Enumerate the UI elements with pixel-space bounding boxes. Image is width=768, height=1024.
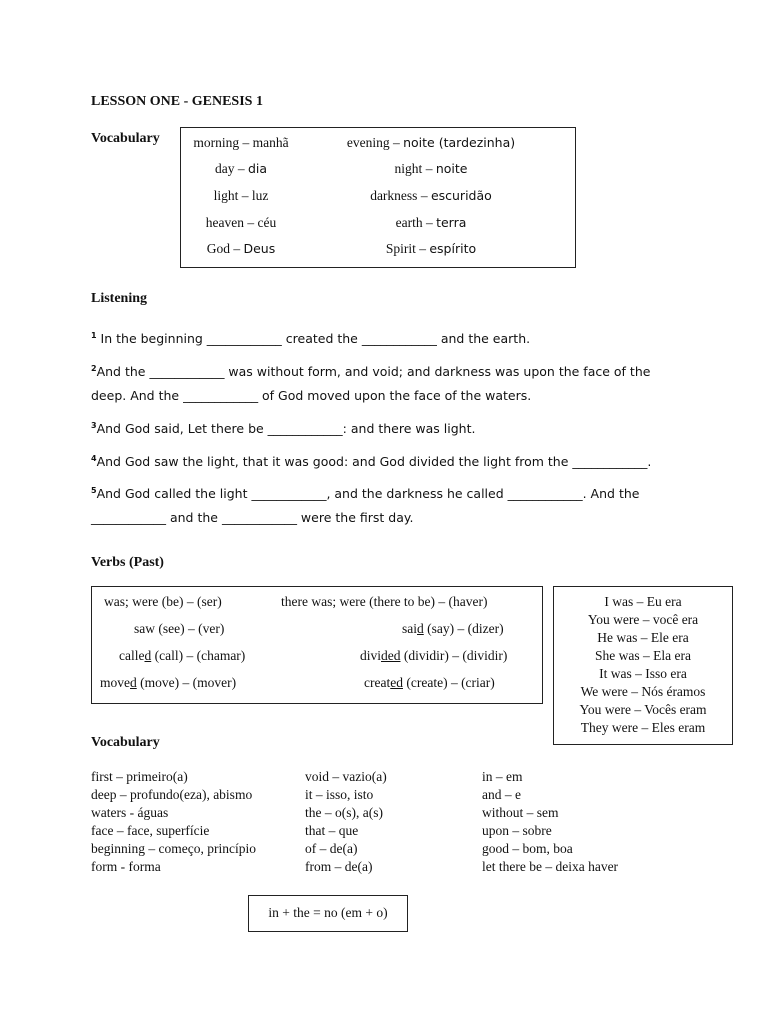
list-item: that – que	[305, 823, 359, 838]
pronoun-we: We were – Nós éramos	[580, 684, 706, 699]
list-item: it – isso, isto	[305, 787, 374, 802]
list-item: beginning – começo, princípio	[91, 841, 256, 856]
vocab-box	[180, 127, 576, 268]
pronoun-she: She was – Ela era	[595, 648, 691, 663]
verse-1: $^1$ In the beginning ____________ created the ____________ and the earth.	[91, 331, 531, 346]
verse-3: $^3$And God said, Let there be ____________: and there was light.	[91, 421, 476, 436]
verse-4: $^4$And God saw the light, that it was good: and God divided the light from the ____________.	[91, 454, 652, 469]
verbs-box	[91, 586, 543, 704]
vocab-row-earth: earth – terra	[395, 215, 467, 230]
list-item: first – primeiro(a)	[91, 769, 188, 784]
verbs-heading: Verbs (Past)	[91, 555, 164, 570]
pronoun-i: I was – Eu era	[604, 594, 682, 609]
vocab-row-light: light – luz	[213, 188, 269, 203]
vocab-row-night: night – noite	[394, 161, 468, 176]
verse-2: $^2$And the ____________ was without form, and void; and darkness was upon the face of the	[91, 364, 651, 379]
pronoun-you: You were – você era	[587, 612, 699, 627]
verse-5-cont: ____________ and the ____________ were the first day.	[91, 510, 414, 525]
vocab-row-evening: evening – noite (tardezinha)	[346, 135, 516, 150]
list-item: upon – sobre	[482, 823, 552, 838]
list-item: and – e	[482, 787, 521, 802]
vocab-row-day: day – dia	[214, 161, 268, 176]
verse-5: $^5$And God called the light ____________, and the darkness he called ____________. And the	[91, 486, 640, 501]
verb-call: called (call) – (chamar)	[119, 648, 246, 663]
vocab2-col3	[482, 768, 618, 876]
vocab2-heading: Vocabulary	[91, 735, 160, 750]
vocab2-col2	[305, 768, 387, 876]
list-item: form - forma	[91, 859, 161, 874]
pronoun-he: He was – Ele era	[597, 630, 689, 645]
pronoun-you-plural: You were – Vocês eram	[579, 702, 707, 717]
pronoun-they: They were – Eles eram	[580, 720, 706, 735]
page-title: LESSON ONE - GENESIS 1	[91, 94, 263, 109]
vocab-row-spirit: Spirit – espírito	[385, 241, 477, 256]
verb-say: said (say) – (dizer)	[402, 621, 504, 636]
pronoun-it: It was – Isso era	[599, 666, 687, 681]
list-item: of – de(a)	[305, 841, 358, 856]
vocab-row-morning: morning – manhã	[193, 135, 289, 150]
list-item: let there be – deixa haver	[482, 859, 619, 874]
contraction-box	[248, 895, 408, 932]
list-item: without – sem	[482, 805, 559, 820]
list-item: void – vazio(a)	[305, 769, 387, 784]
verb-create: created (create) – (criar)	[364, 675, 495, 690]
vocab-heading: Vocabulary	[91, 131, 160, 146]
verb-move: moved (move) – (mover)	[100, 675, 237, 690]
list-item: the – o(s), a(s)	[305, 805, 383, 820]
pronouns-box	[553, 586, 733, 745]
vocab2-col1	[91, 768, 256, 876]
list-item: waters - águas	[91, 805, 169, 820]
list-item: good – bom, boa	[482, 841, 573, 856]
vocab-row-heaven: heaven – céu	[205, 215, 277, 230]
list-item: face – face, superfície	[91, 823, 210, 838]
vocab-row-god: God – Deus	[206, 241, 276, 256]
verb-see: saw (see) – (ver)	[134, 621, 225, 636]
verb-divide: divided (dividir) – (dividir)	[360, 648, 508, 663]
verse-2-cont: deep. And the ____________ of God moved upon the face of the waters.	[91, 388, 532, 403]
list-item: deep – profundo(eza), abismo	[91, 787, 253, 802]
list-item: in – em	[482, 769, 523, 784]
listening-heading: Listening	[91, 291, 148, 306]
contraction-text: in + the = no (em + o)	[268, 905, 388, 920]
list-item: from – de(a)	[305, 859, 373, 874]
verb-be: was; were (be) – (ser)	[104, 594, 222, 609]
verb-there-be: there was; were (there to be) – (haver)	[281, 594, 488, 609]
vocab-row-darkness: darkness – escuridão	[370, 188, 492, 203]
